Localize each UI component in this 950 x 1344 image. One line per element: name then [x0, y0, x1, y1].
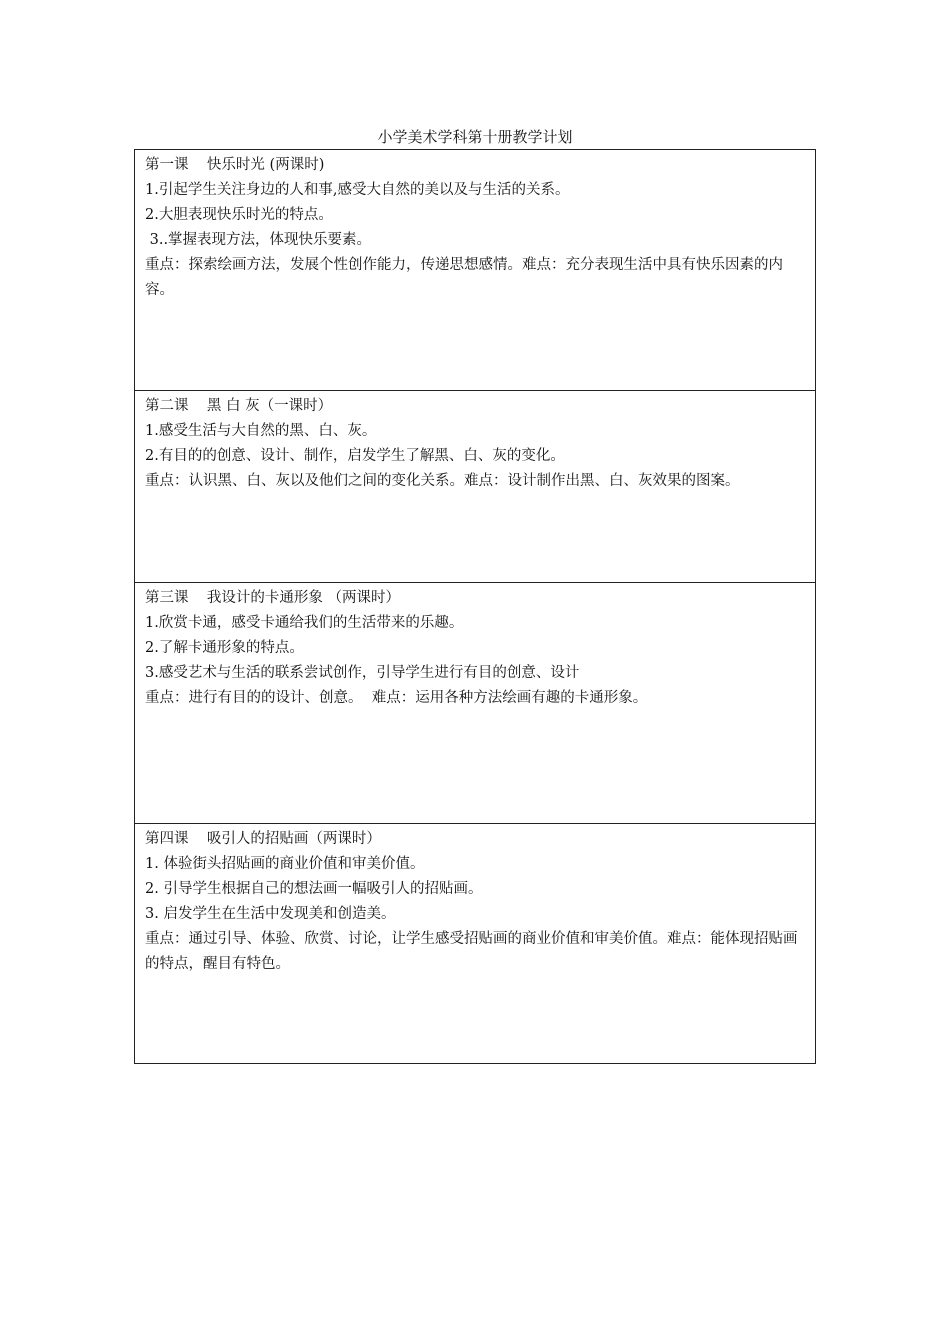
- lesson-heading: 第三课 我设计的卡通形象 （两课时）: [145, 590, 401, 606]
- lesson-focus: 重点：进行有目的的设计、创意。 难点：运用各种方法绘画有趣的卡通形象。: [145, 690, 648, 706]
- lesson-line: 3. 启发学生在生活中发现美和创造美。: [145, 906, 396, 922]
- lesson-line: 1.感受生活与大自然的黑、白、灰。: [145, 423, 377, 439]
- lesson-heading: 第二课 黑 白 灰（一课时）: [145, 398, 333, 414]
- lesson-line: 3..掌握表现方法，体现快乐要素。: [145, 232, 372, 248]
- lesson-cell-4: [135, 824, 815, 1063]
- lesson-focus: 重点：通过引导、体验、欣赏、讨论，让学生感受招贴画的商业价值和审美价值。难点：能体现招贴画的特点，醒目有特色。: [145, 931, 798, 972]
- lesson-heading: 第四课 吸引人的招贴画（两课时）: [145, 831, 381, 847]
- lesson-line: 2. 引导学生根据自己的想法画一幅吸引人的招贴画。: [145, 881, 483, 897]
- page-title: 小学美术学科第十册教学计划: [377, 128, 573, 146]
- lesson-plan-table: [134, 149, 816, 1064]
- lesson-cell-1: [135, 150, 815, 391]
- lesson-focus: 重点：探索绘画方法，发展个性创作能力，传递思想感情。难点：充分表现生活中具有快乐因素的内容。: [145, 257, 783, 298]
- lesson-line: 2.有目的的创意、设计、制作，启发学生了解黑、白、灰的变化。: [145, 448, 565, 464]
- lesson-line: 3.感受艺术与生活的联系尝试创作，引导学生进行有目的创意、设计: [145, 665, 580, 681]
- lesson-line: 1.欣赏卡通，感受卡通给我们的生活带来的乐趣。: [145, 615, 464, 631]
- lesson-line: 2.了解卡通形象的特点。: [145, 640, 304, 656]
- lesson-line: 1.引起学生关注身边的人和事,感受大自然的美以及与生活的关系。: [145, 182, 570, 198]
- lesson-cell-2: [135, 391, 815, 583]
- lesson-line: 1. 体验街头招贴画的商业价值和审美价值。: [145, 856, 425, 872]
- lesson-line: 2.大胆表现快乐时光的特点。: [145, 207, 333, 223]
- lesson-focus: 重点：认识黑、白、灰以及他们之间的变化关系。难点：设计制作出黑、白、灰效果的图案。: [145, 473, 740, 489]
- lesson-cell-3: [135, 583, 815, 824]
- lesson-heading: 第一课 快乐时光 (两课时): [145, 157, 325, 173]
